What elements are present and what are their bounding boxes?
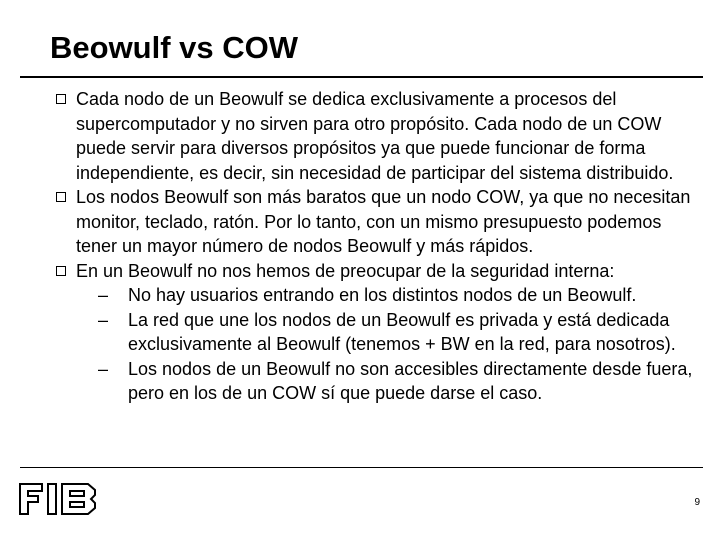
page-number: 9: [694, 497, 700, 508]
fib-logo: [18, 482, 98, 516]
bullet-text: Los nodos Beowulf son más baratos que un nodo COW, ya que no necesitan monitor, teclado, ratón. Por lo tanto, con un mismo presupuesto podemos tener un mayor número de nodos Beowulf y más rápidos.: [76, 187, 691, 256]
bullet-item: [56, 87, 696, 185]
bullet-item: [56, 259, 696, 406]
square-bullet-icon: [56, 266, 66, 276]
dash-bullet-icon: –: [98, 309, 109, 330]
sub-bullet-item: [88, 308, 696, 357]
square-bullet-icon: [56, 94, 66, 104]
title-divider: [20, 76, 703, 78]
footer-divider: [20, 467, 703, 468]
dash-bullet-icon: –: [98, 358, 109, 379]
slide-title: Beowulf vs COW: [50, 30, 299, 65]
sub-bullet-list: [88, 283, 696, 406]
sub-bullet-text: La red que une los nodos de un Beowulf es privada y está dedicada exclusivamente al Beowulf (tenemos + BW en la red, para nosotros).: [128, 309, 676, 354]
bullet-list: [56, 87, 696, 406]
dash-bullet-icon: –: [98, 285, 109, 305]
sub-bullet-item: [88, 357, 696, 406]
square-bullet-icon: [56, 192, 66, 202]
bullet-text: En un Beowulf no nos hemos de preocupar de la seguridad interna:: [76, 260, 615, 281]
bullet-item: [56, 185, 696, 259]
bullet-text: Cada nodo de un Beowulf se dedica exclusivamente a procesos del supercomputador y no sirven para otro propósito. Cada nodo de un COW puede servir para diversos propósitos ya que puede funcionar de forma independiente, es decir, sin necesidad de participar del sistema distribuido.: [76, 89, 674, 183]
sub-bullet-text: Los nodos de un Beowulf no son accesibles directamente desde fuera, pero en los de un COW sí que puede darse el caso.: [128, 358, 693, 403]
sub-bullet-item: [88, 283, 696, 308]
sub-bullet-text: No hay usuarios entrando en los distintos nodos de un Beowulf.: [128, 285, 637, 305]
